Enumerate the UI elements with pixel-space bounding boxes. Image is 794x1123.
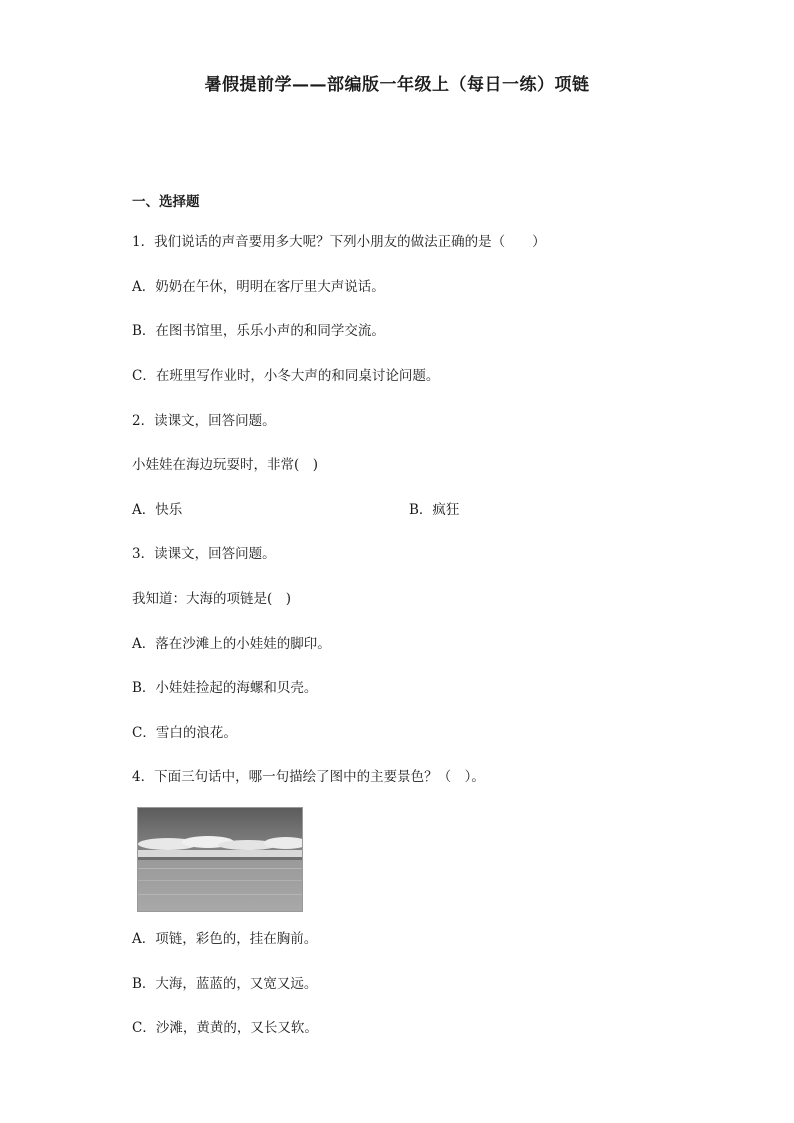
question-2-option-a: A．快乐 xyxy=(132,502,183,518)
section-heading: 一、选择题 xyxy=(132,194,200,210)
question-1-stem: 1．我们说话的声音要用多大呢？下列小朋友的做法正确的是（ ） xyxy=(132,234,546,250)
question-2-option-b: B．疯狂 xyxy=(409,502,460,518)
question-3-subquestion: 我知道：大海的项链是( ) xyxy=(132,591,292,607)
question-1-option-b: B．在图书馆里，乐乐小声的和同学交流。 xyxy=(132,323,385,339)
question-1-option-c: C．在班里写作业时，小冬大声的和同桌讨论问题。 xyxy=(132,368,440,384)
question-2-subquestion: 小娃娃在海边玩耍时，非常( ) xyxy=(132,457,319,473)
page-title: 暑假提前学——部编版一年级上（每日一练）项链 xyxy=(204,75,590,95)
sea-photo xyxy=(137,807,303,912)
question-3-option-a: A．落在沙滩上的小娃娃的脚印。 xyxy=(132,636,331,652)
question-2-stem: 2．读课文，回答问题。 xyxy=(132,413,276,429)
question-4-option-a: A．项链，彩色的，挂在胸前。 xyxy=(132,931,318,947)
question-3-option-b: B．小娃娃捡起的海螺和贝壳。 xyxy=(132,680,318,696)
question-1-option-a: A．奶奶在午休，明明在客厅里大声说话。 xyxy=(132,279,385,295)
question-4-option-c: C．沙滩，黄黄的，又长又软。 xyxy=(132,1020,318,1036)
question-4-option-b: B．大海，蓝蓝的，又宽又远。 xyxy=(132,976,318,992)
question-3-option-c: C．雪白的浪花。 xyxy=(132,725,237,741)
question-3-stem: 3．读课文，回答问题。 xyxy=(132,546,276,562)
question-4-stem: 4．下面三句话中，哪一句描绘了图中的主要景色？（ ）。 xyxy=(132,769,485,785)
